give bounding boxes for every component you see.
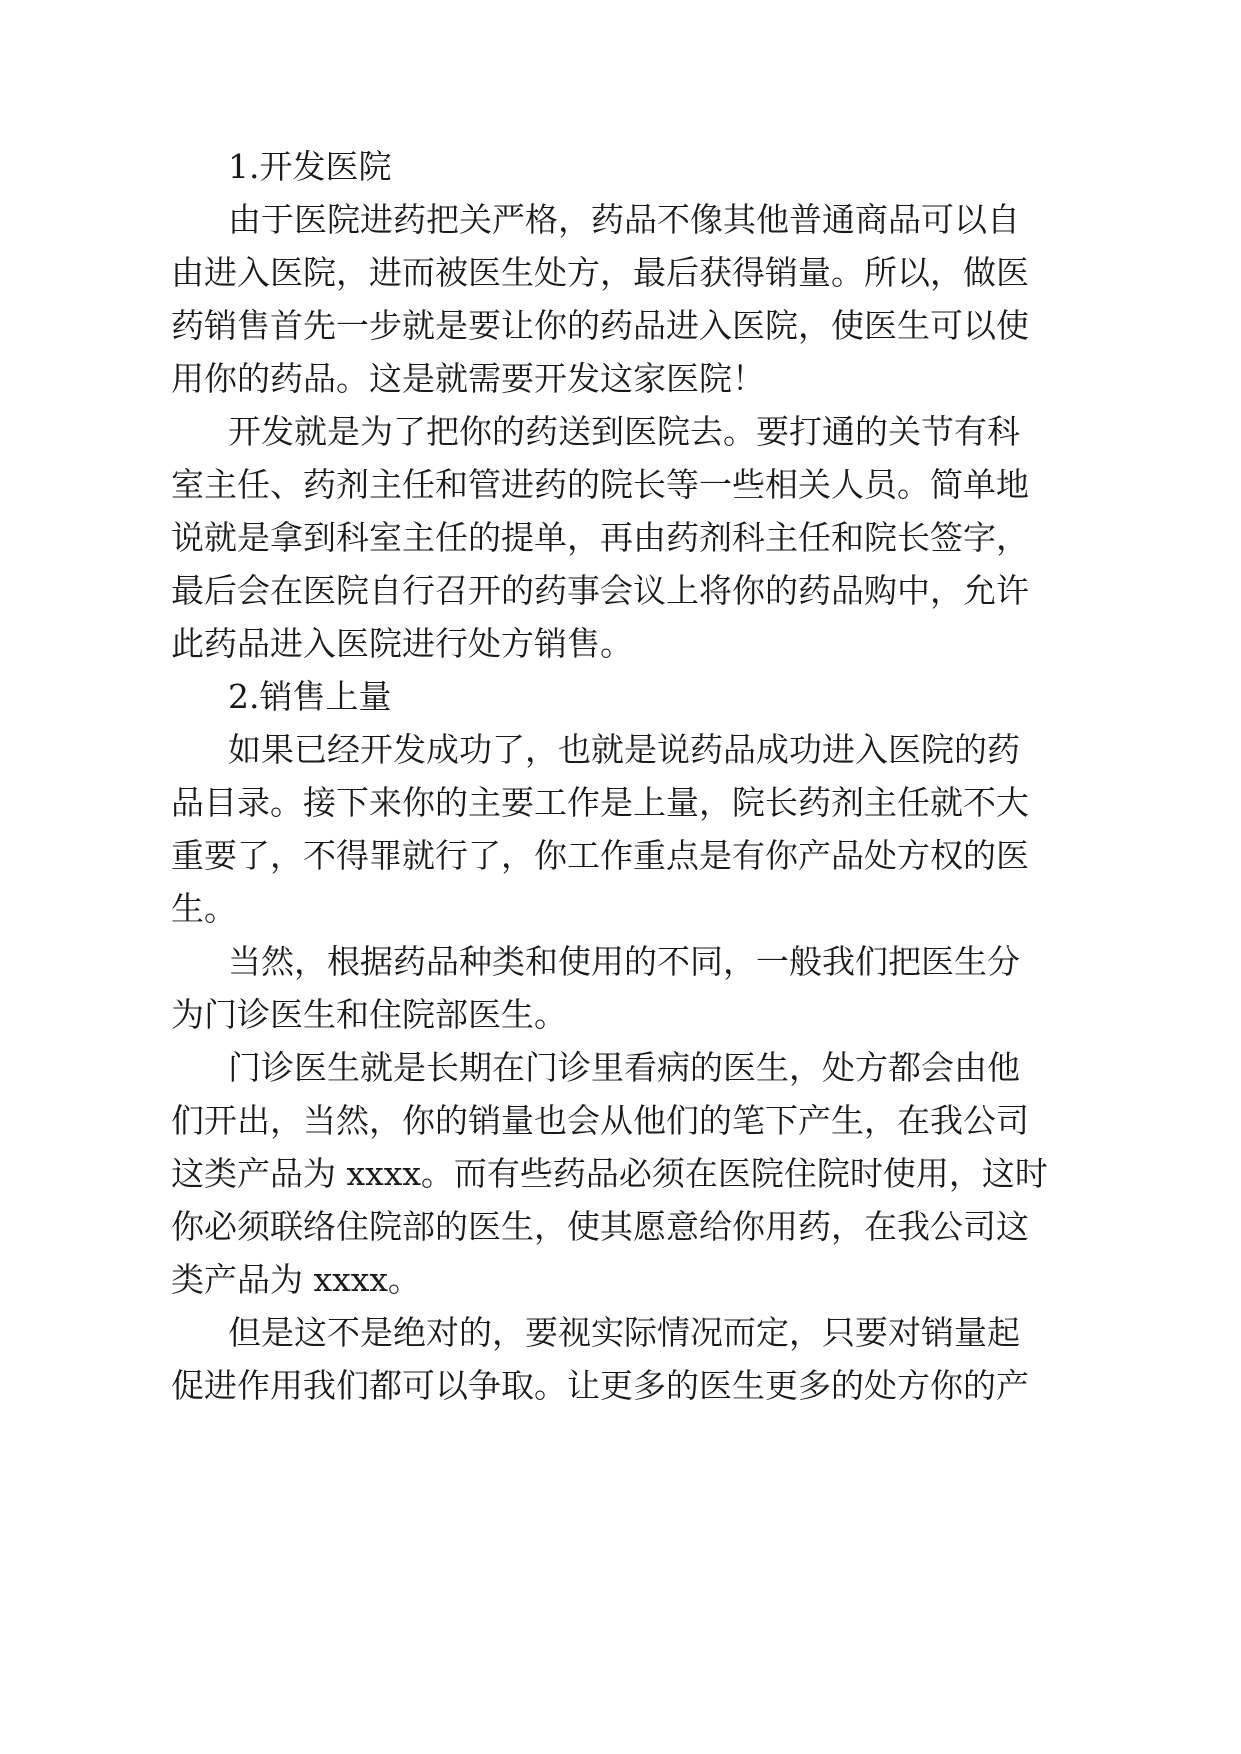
paragraph-line: 开发就是为了把你的药送到医院去。要打通的关节有科 (228, 412, 1020, 451)
paragraph-line: 们开出，当然，你的销量也会从他们的笔下产生，在我公司 (171, 1101, 1029, 1140)
heading-sales-volume: 2.销售上量 (228, 677, 392, 716)
paragraph-line: 当然，根据药品种类和使用的不同，一般我们把医生分 (228, 942, 1020, 981)
paragraph-line: 品目录。接下来你的主要工作是上量，院长药剂主任就不大 (171, 783, 1029, 822)
paragraph-line: 为门诊医生和住院部医生。 (171, 995, 567, 1034)
paragraph-line: 门诊医生就是长期在门诊里看病的医生，处方都会由他 (228, 1048, 1020, 1087)
paragraph-line: 由进入医院，进而被医生处方，最后获得销量。所以，做医 (171, 253, 1029, 292)
paragraph-line: 此药品进入医院进行处方销售。 (171, 624, 633, 663)
paragraph-line: 类产品为 xxxx。 (171, 1260, 421, 1299)
paragraph-line: 促进作用我们都可以争取。让更多的医生更多的处方你的产 (171, 1366, 1029, 1405)
paragraph-line: 这类产品为 xxxx。而有些药品必须在医院住院时使用，这时 (171, 1154, 1048, 1193)
paragraph-line: 如果已经开发成功了，也就是说药品成功进入医院的药 (228, 730, 1020, 769)
paragraph-line: 你必须联络住院部的医生，使其愿意给你用药，在我公司这 (171, 1207, 1029, 1246)
paragraph-line: 但是这不是绝对的，要视实际情况而定，只要对销量起 (228, 1313, 1020, 1352)
paragraph-line: 生。 (171, 889, 237, 928)
paragraph-line: 室主任、药剂主任和管进药的院长等一些相关人员。简单地 (171, 465, 1029, 504)
paragraph-line: 用你的药品。这是就需要开发这家医院！ (171, 359, 765, 398)
paragraph-line: 药销售首先一步就是要让你的药品进入医院，使医生可以使 (171, 306, 1029, 345)
paragraph-line: 最后会在医院自行召开的药事会议上将你的药品购中，允许 (171, 571, 1029, 610)
paragraph-line: 重要了，不得罪就行了，你工作重点是有你产品处方权的医 (171, 836, 1029, 875)
paragraph-line: 说就是拿到科室主任的提单，再由药剂科主任和院长签字， (171, 518, 1029, 557)
paragraph-line: 由于医院进药把关严格，药品不像其他普通商品可以自 (228, 200, 1020, 239)
heading-develop-hospital: 1.开发医院 (228, 147, 392, 186)
